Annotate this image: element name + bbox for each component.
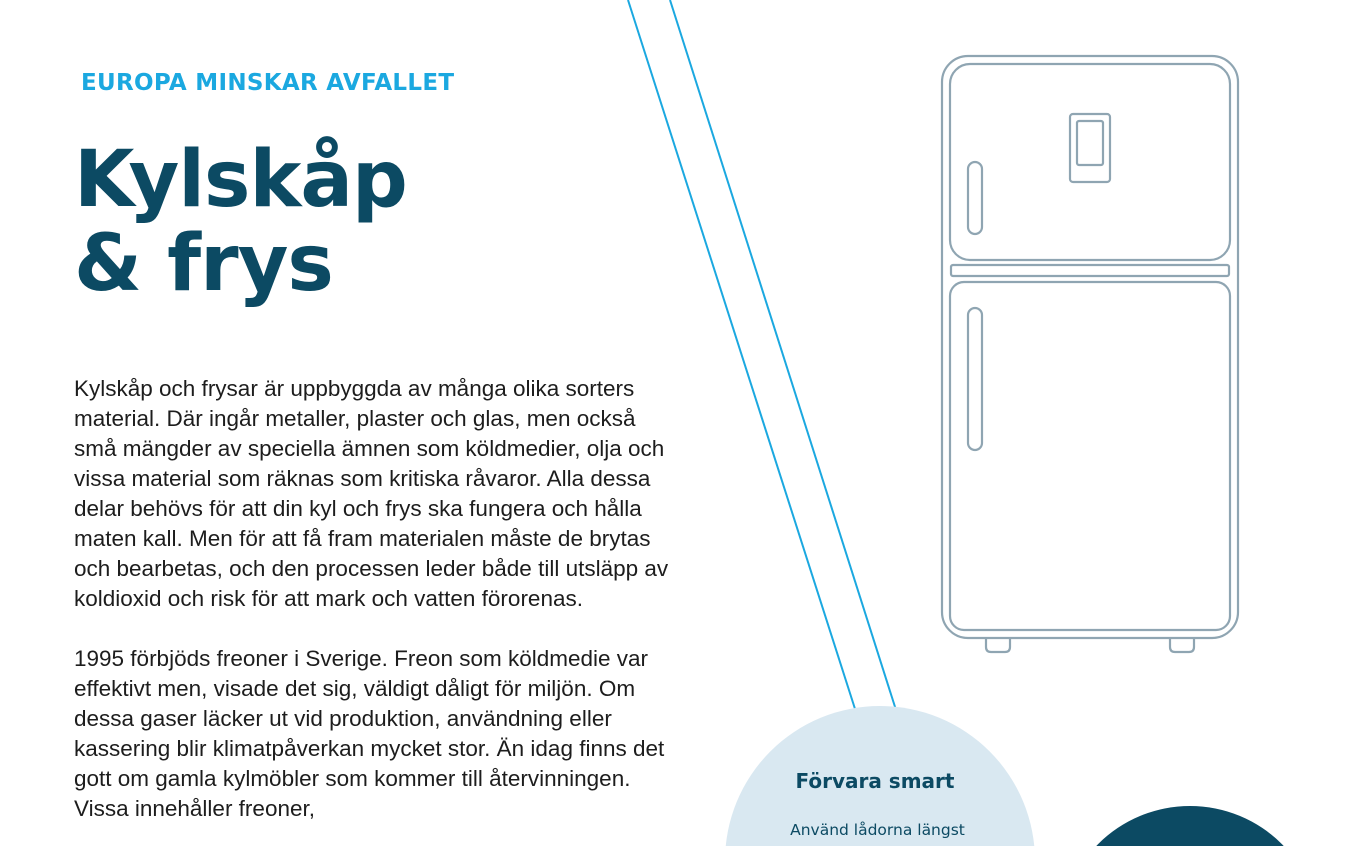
tip-title: Förvara smart <box>795 769 955 793</box>
section-kicker: EUROPA MINSKAR AVFALLET <box>81 70 455 96</box>
body-text <box>74 374 674 846</box>
title-line-1: Kylskåp <box>74 135 407 225</box>
fridge-icon <box>938 52 1244 656</box>
connector-line-right <box>670 0 896 710</box>
paragraph-2: 1995 förbjöds freoner i Sverige. Freon som köldmedie var effektivt men, visade det sig, väldigt dåligt för miljön. Om dessa gaser läcker ut vid produktion, användning eller kassering blir klimatpåverkan mycket stor. Än idag finns det gott om gamla kylmöbler som kommer till återvinningen. Vissa innehåller freoner, <box>74 646 665 821</box>
tip-text: Använd lådorna längst <box>790 821 965 839</box>
paragraph-1: Kylskåp och frysar är uppbyggda av många olika sorters material. Där ingår metaller, plaster och glas, men också små mängder av speciella ämnen som köldmedier, olja och vissa material som räknas som kritiska råvaror. Alla dessa delar behövs för att din kyl och frys ska fungera och hålla maten kall. Men för att få fram materialen måste de brytas och bearbetas, och den processen leder både till utsläpp av koldioxid och risk för att mark och vatten förorenas. <box>74 376 669 611</box>
page-title <box>74 135 407 309</box>
title-line-2: & frys <box>74 219 333 309</box>
